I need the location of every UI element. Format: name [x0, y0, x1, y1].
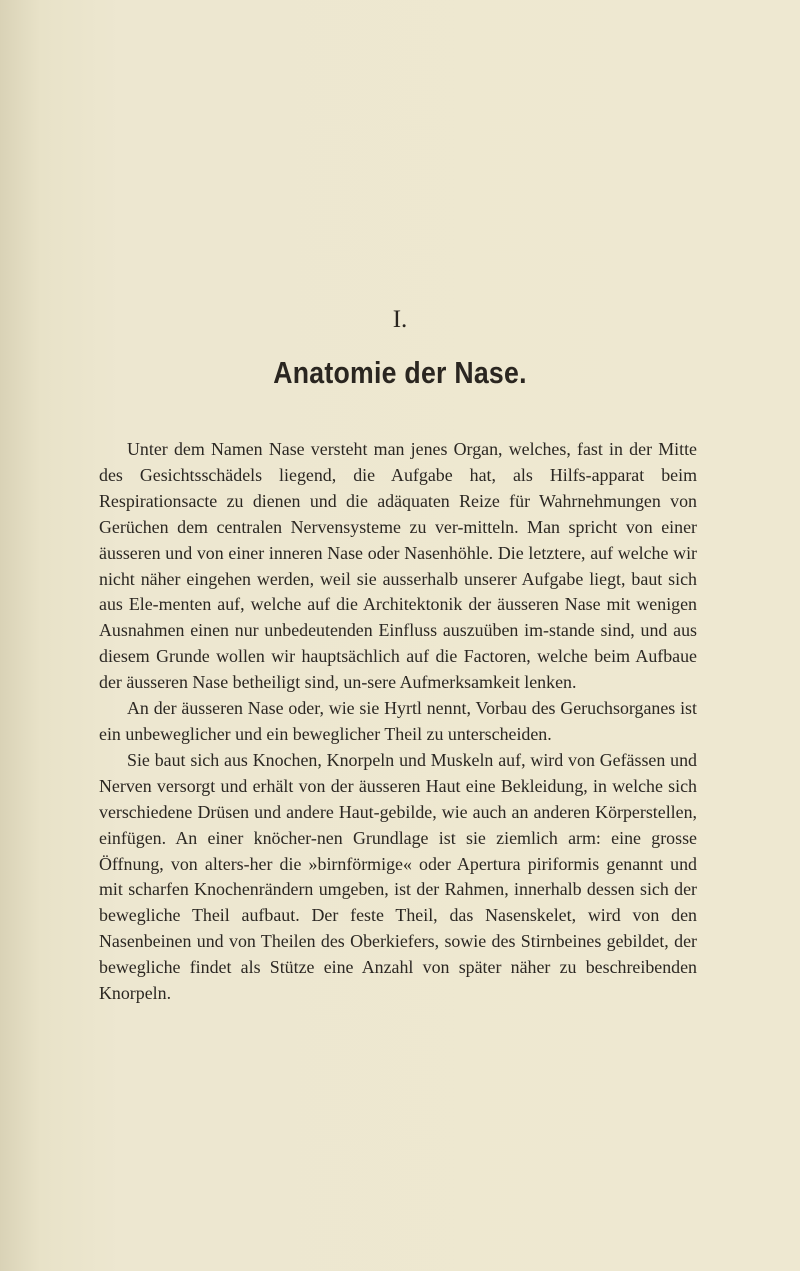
paragraph: An der äusseren Nase oder, wie sie Hyrtl nennt, Vorbau des Geruchsorganes ist ein unbeweglicher und ein beweglicher Theil zu unterscheiden. — [99, 698, 697, 744]
chapter-title: Anatomie der Nase. — [273, 355, 527, 390]
chapter-number: I. — [392, 306, 408, 333]
body-text — [99, 437, 697, 1007]
paragraph: Unter dem Namen Nase versteht man jenes Organ, welches, fast in der Mitte des Gesichtsschädels liegend, die Aufgabe hat, als Hilfs-apparat beim Respirationsacte zu dienen und die adäquaten Reize für Wahrnehmungen von Gerüchen dem centralen Nervensysteme zu ver-mitteln. Man spricht von einer äusseren und von einer inneren Nase oder Nasenhöhle. Die letztere, auf welche wir nicht näher eingehen werden, weil sie ausserhalb unserer Aufgabe liegt, baut sich aus Ele-menten auf, welche auf die Architektonik der äusseren Nase mit wenigen Ausnahmen einen nur unbedeutenden Einfluss auszuüben im-stande sind, und aus diesem Grunde wollen wir hauptsächlich auf die Factoren, welche beim Aufbaue der äusseren Nase betheiligt sind, un-sere Aufmerksamkeit lenken. — [99, 439, 697, 693]
paragraph: Sie baut sich aus Knochen, Knorpeln und Muskeln auf, wird von Gefässen und Nerven versorgt und erhält von der äusseren Haut eine Bekleidung, in welche sich verschiedene Drüsen und andere Haut-gebilde, wie auch an anderen Körperstellen, einfügen. An einer knöcher-nen Grundlage ist sie ziemlich arm: eine grosse Öffnung, von alters-her die »birnförmige« oder Apertura piriformis genannt und mit scharfen Knochenrändern umgeben, ist der Rahmen, innerhalb dessen sich der bewegliche Theil aufbaut. Der feste Theil, das Nasenskelet, wird von den Nasenbeinen und von Theilen des Oberkiefers, sowie des Stirnbeines gebildet, der bewegliche findet als Stütze eine Anzahl von später näher zu beschreibenden Knorpeln. — [99, 749, 697, 1004]
